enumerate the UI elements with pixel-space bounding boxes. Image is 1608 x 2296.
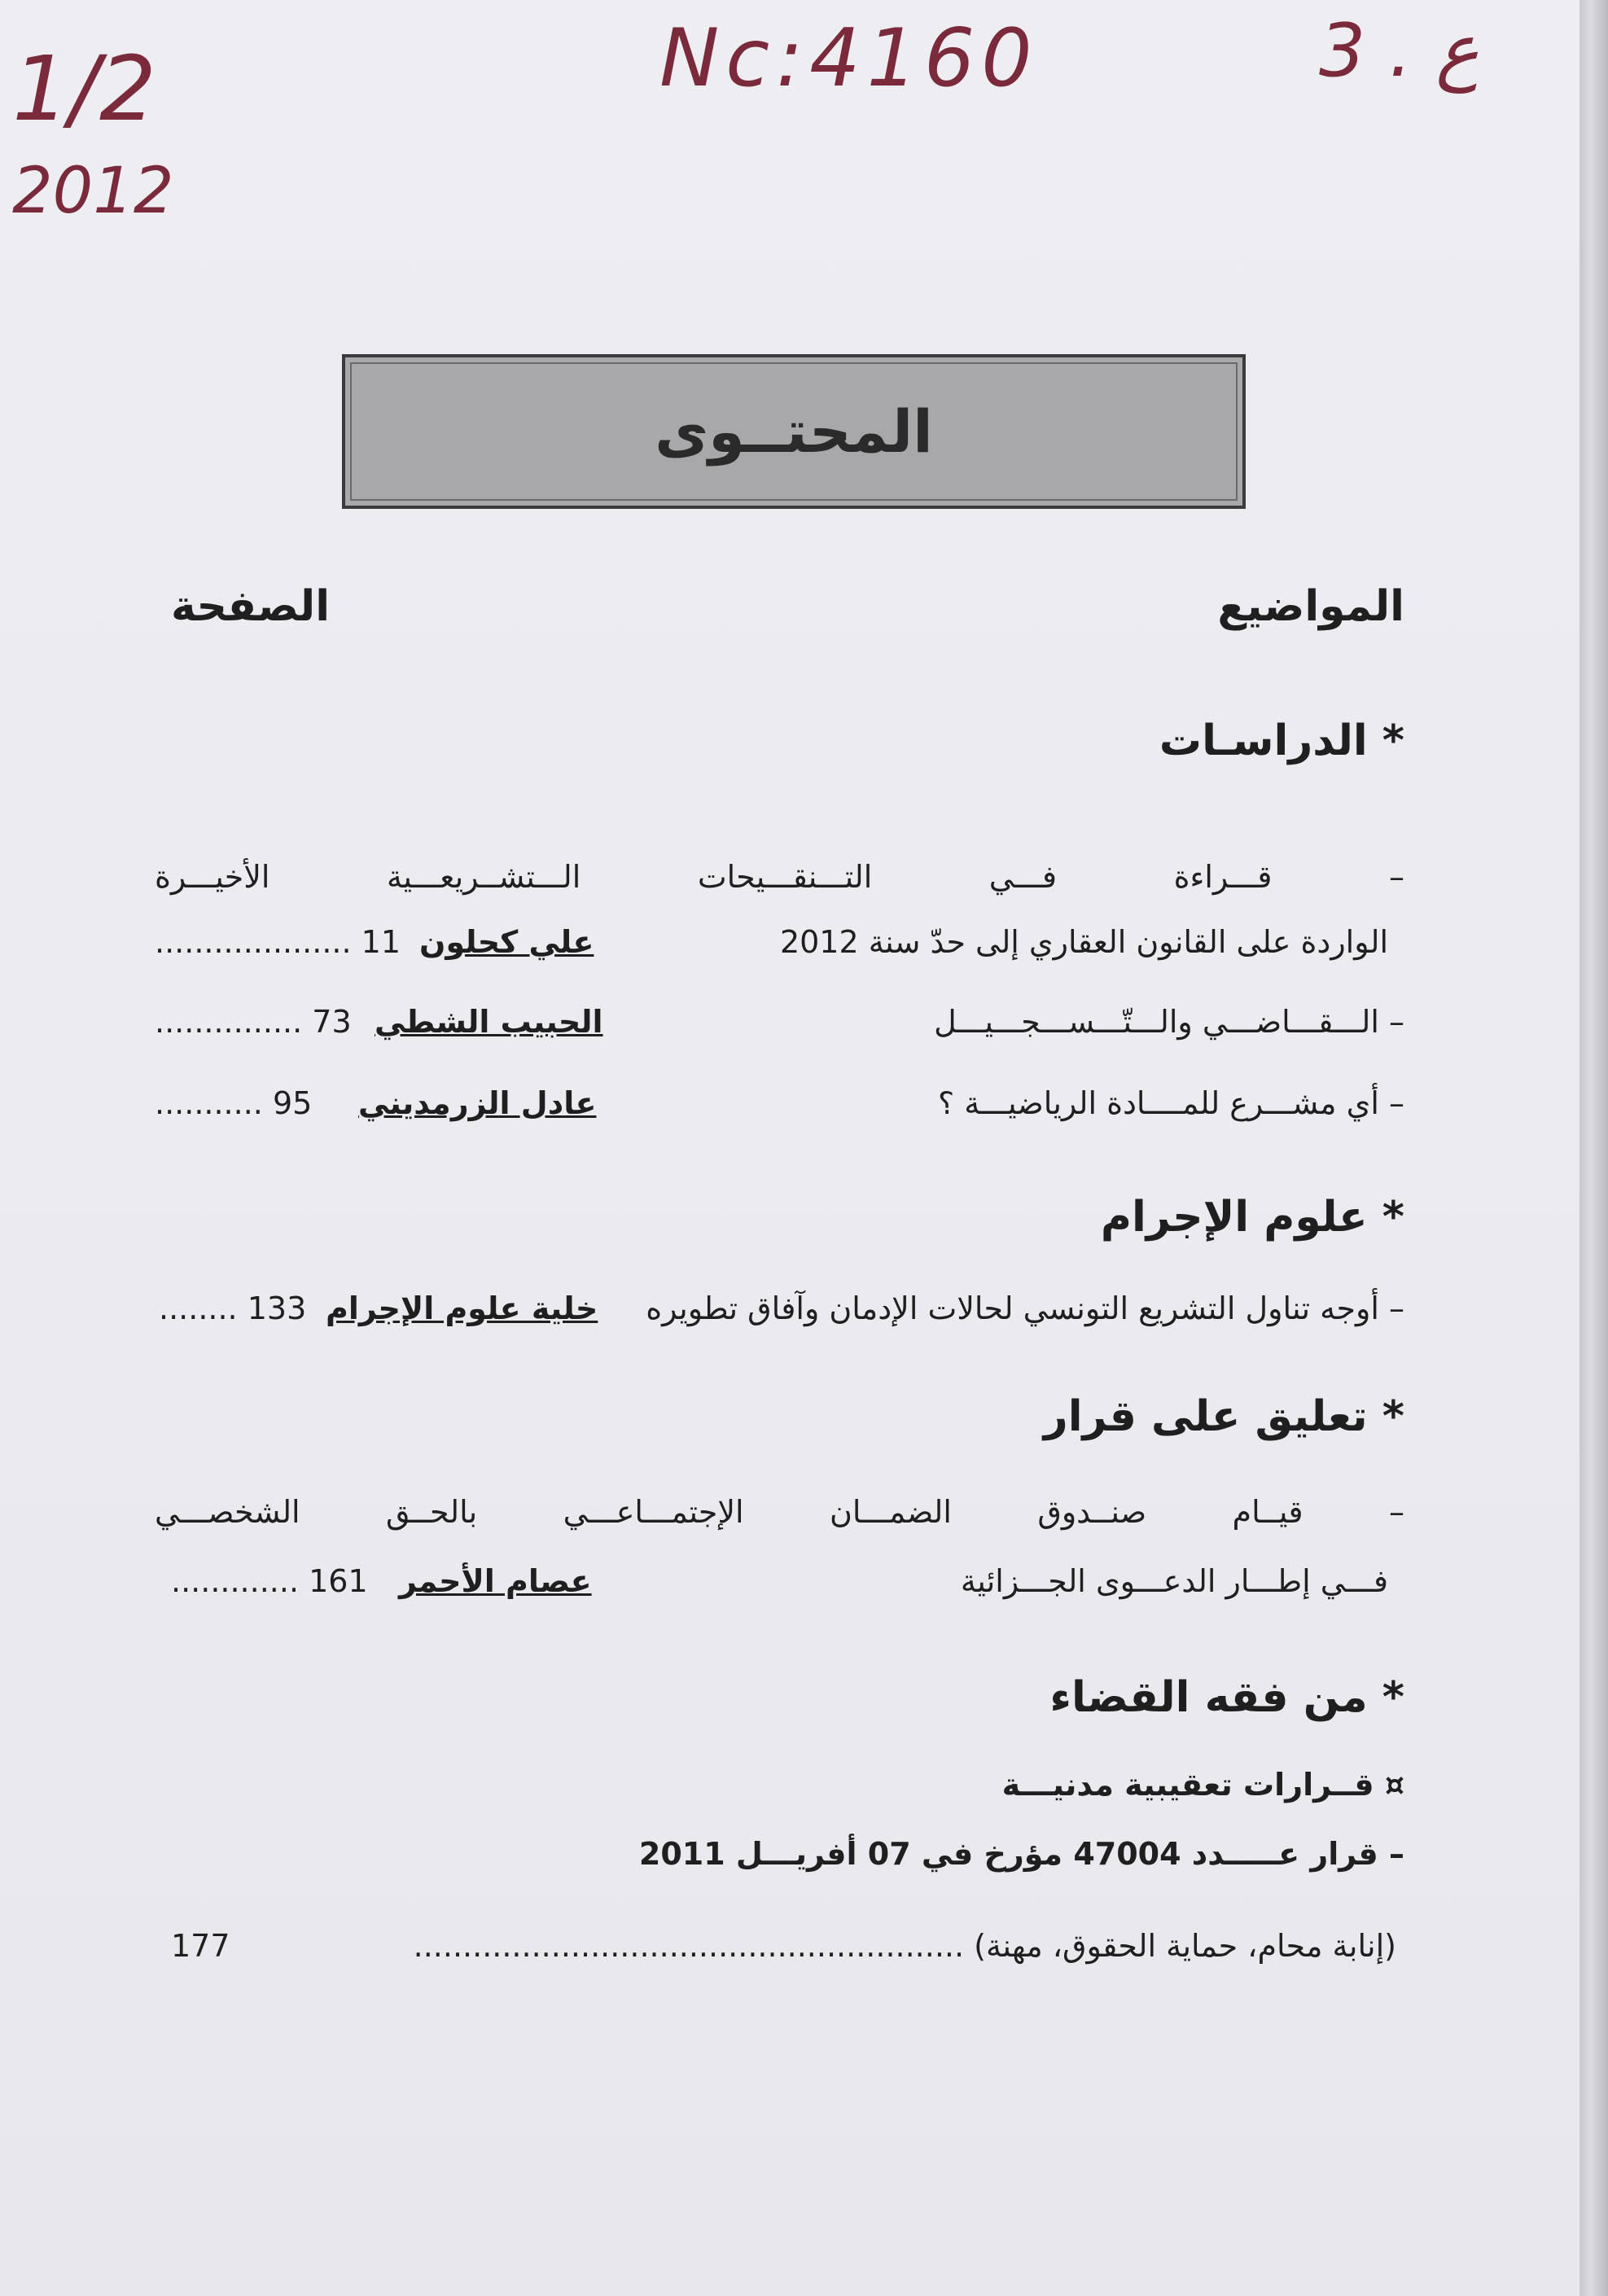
entry-page: 133 ........ [159,1290,307,1326]
entry-author: عادل الزرمديني [358,1085,597,1121]
entry-page: 95 ........... [155,1085,313,1121]
entry-title-line: الواردة على القانون العقاري إلى حدّ سنة 2012 [779,924,1388,960]
entry-author: خلية علوم الإجرام [326,1290,598,1326]
entry-page: 73 ............... [155,1004,352,1040]
entry-author: الحبيب الشطي [375,1004,603,1040]
entry-title-line: (إنابة محام، حماية الحقوق، مهنة) ........................................................ [413,1928,1396,1964]
section-heading: * الدراسـات [1159,716,1404,765]
entry-author: علي كحلون [419,924,594,960]
title-box [342,354,1246,509]
entry-title-line: – أوجه تناول التشريع التونسي لحالات الإدمان وآفاق تطويره [646,1290,1404,1326]
topics-label: المواضيع [1217,582,1404,631]
entry-title-line: – الـــقـــاضـــي والـــتّـــســـجـــيـــل [934,1004,1404,1040]
section-heading: * من فقه القضاء [1049,1673,1404,1722]
handwritten-year: 2012 [12,155,174,228]
section-heading: * تعليق على قرار [1043,1392,1404,1441]
entry-page: 177 [171,1928,230,1964]
section-heading: * علوم الإجرام [1100,1193,1404,1242]
handwritten-call-number: Nc:4160 [659,12,1039,105]
entry-title-line: فـــي إطـــار الدعـــوى الجـــزائية [960,1563,1388,1599]
subsection-heading: ¤ قــرارات تعقيبية مدنيـــة [1001,1767,1404,1803]
entry-page: 161 ............. [171,1563,368,1599]
page-title: المحتــوى [655,397,933,466]
handwritten-fraction: 1/2 [12,37,157,141]
entry-author: عصام الأحمر [399,1563,592,1599]
entry-page: 11 .................... [155,924,401,960]
book-spine [1580,0,1608,2296]
handwritten-code: 3 . ع [1319,8,1479,94]
page-label: الصفحة [171,582,331,631]
entry-title-line: – قـــراءة فـــي التـــنقـــيحات الـــتشــريعـــية الأخيـــرة [155,859,1404,895]
entry-title-line: – قيــام صنــدوق الضمـــان الإجتمـــاعـــي بالحــق الشخصـــي [155,1494,1404,1530]
entry-title-line: – أي مشـــرع للمــــادة الرياضيـــة ؟ [938,1085,1404,1121]
entry-title-line: – قرار عـــــدد 47004 مؤرخ في 07 أفريـــل 2011 [638,1836,1404,1872]
